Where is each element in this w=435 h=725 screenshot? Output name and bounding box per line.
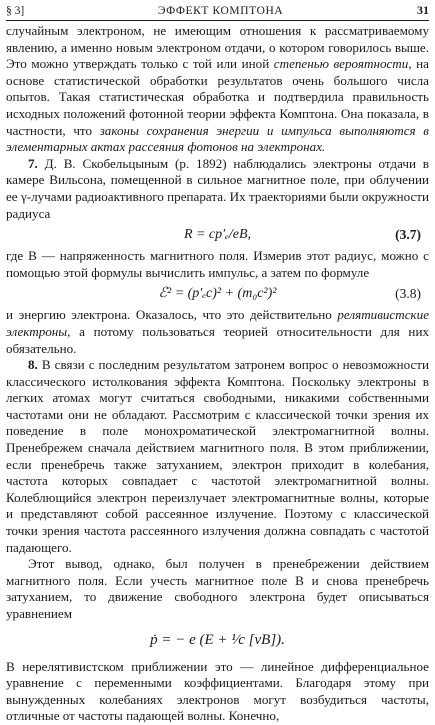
equation-motion-body: ṗ = − e (E + ¹⁄c [vB]). (150, 632, 285, 649)
equation-3-7 (6, 222, 429, 248)
paragraph-8-text: В связи с последним результатом затронем вопрос о невозможности классического истолкования эффекта Комптона. Поскольку электроны в легких атомах могут считаться свободными, никакими собственными частотами они не обладают. Рассмотрим с классической точки зрения их поведение в поле монохроматической электромагнитной волны. Пренебрежем сначала действием магнитного поля. В этом приближении, если пренебречь также затуханием, электрон приходит в колебания, частота которых совпадает с частотой электромагнитной волны. Колеблющийся электрон переизлучает электромагнитные волны, которые и представляют собой рассеянное излучение. Поэтому с классической точки зрения частота рассеянного излучения должна совпадать с частотой падающего. (6, 357, 429, 555)
paragraph-after-3-8-italic: релятивистские электроны (6, 307, 429, 339)
paragraph-7 (6, 156, 429, 222)
paragraph-after-3-8-text-a: и энергию электрона. Оказалось, что это действительно (6, 307, 338, 323)
paragraph-after-3-8-text-b: , а потому пользоваться теорией относительности для них обязательно. (6, 323, 429, 356)
paragraph-nonrelativistic (6, 659, 429, 725)
running-head (6, 3, 429, 21)
paragraph-7-number: 7. (28, 155, 38, 171)
paragraph-1 (6, 23, 429, 156)
page-number: 31 (416, 3, 429, 17)
paragraph-nonrelativistic-text: В нерелятивистском приближении это — линейное дифференциальное уравнение с переменными коэффициентами. Благодаря этому при вынужденных колебаниях электронов могут возбудиться частоты, отличные от частоты падающей волны. Конечно, (6, 658, 429, 724)
section-marker: § 3] (6, 5, 25, 17)
equation-3-7-body: R = cp′ₑ/eB, (183, 226, 252, 242)
paragraph-7-text: Д. В. Скобельцыным (р. 1892) наблюдались электроны отдачи в камере Вильсона, помещенной в сильное магнитное поле, при облучении ее γ-лучами радиоактивного препарата. Их траекториями были окружности радиуса (6, 155, 429, 221)
paragraph-1-text-a: случайным электроном, не имеющим отношения к рассматриваемому явлению, а именно новым электроном отдачи, о котором говорилось выше. Это можно утверждать только с той или иной (6, 23, 429, 72)
equation-3-8 (6, 281, 429, 307)
paragraph-after-3-7-text: где B — напряженность магнитного поля. Измерив этот радиус, можно с помощью этой формулы вычислить импульс, а затем по формуле (6, 248, 429, 280)
paragraph-1-italic-a: степенью вероятности (273, 56, 409, 72)
paragraph-after-3-7 (6, 248, 429, 281)
chapter-title: ЭФФЕКТ КОМПТОНА (157, 5, 284, 17)
equation-3-8-body: ℰ² = (p′ₑc)² + (m₀c²)² (158, 286, 277, 302)
equation-3-7-label: (3.7) (395, 226, 421, 242)
equation-motion (6, 623, 429, 659)
paragraph-1-italic-b: законы сохранения энергии и импульса выполняются в элементарных актах рассеяния фотонов на электронах. (6, 122, 429, 155)
paragraph-8 (6, 357, 429, 556)
equation-3-8-label: (3.8) (395, 286, 421, 302)
paragraph-magnetic-text: Этот вывод, однако, был получен в пренебрежении действием магнитного поля. Если учесть магнитное поле B и снова пренебречь затуханием, то движение свободного электрона будет описываться уравнением (6, 556, 429, 621)
paragraph-8-number: 8. (28, 357, 38, 373)
paragraph-1-text-b: , на основе статистической обработки результатов очень большого числа опытов. Такая статистическая обработка и подтвердила правильность исходных положений фотонной теории эффекта Комптона. Она показала, в частности, что (6, 56, 429, 138)
paragraph-magnetic (6, 556, 429, 622)
paragraph-after-3-8 (6, 307, 429, 357)
